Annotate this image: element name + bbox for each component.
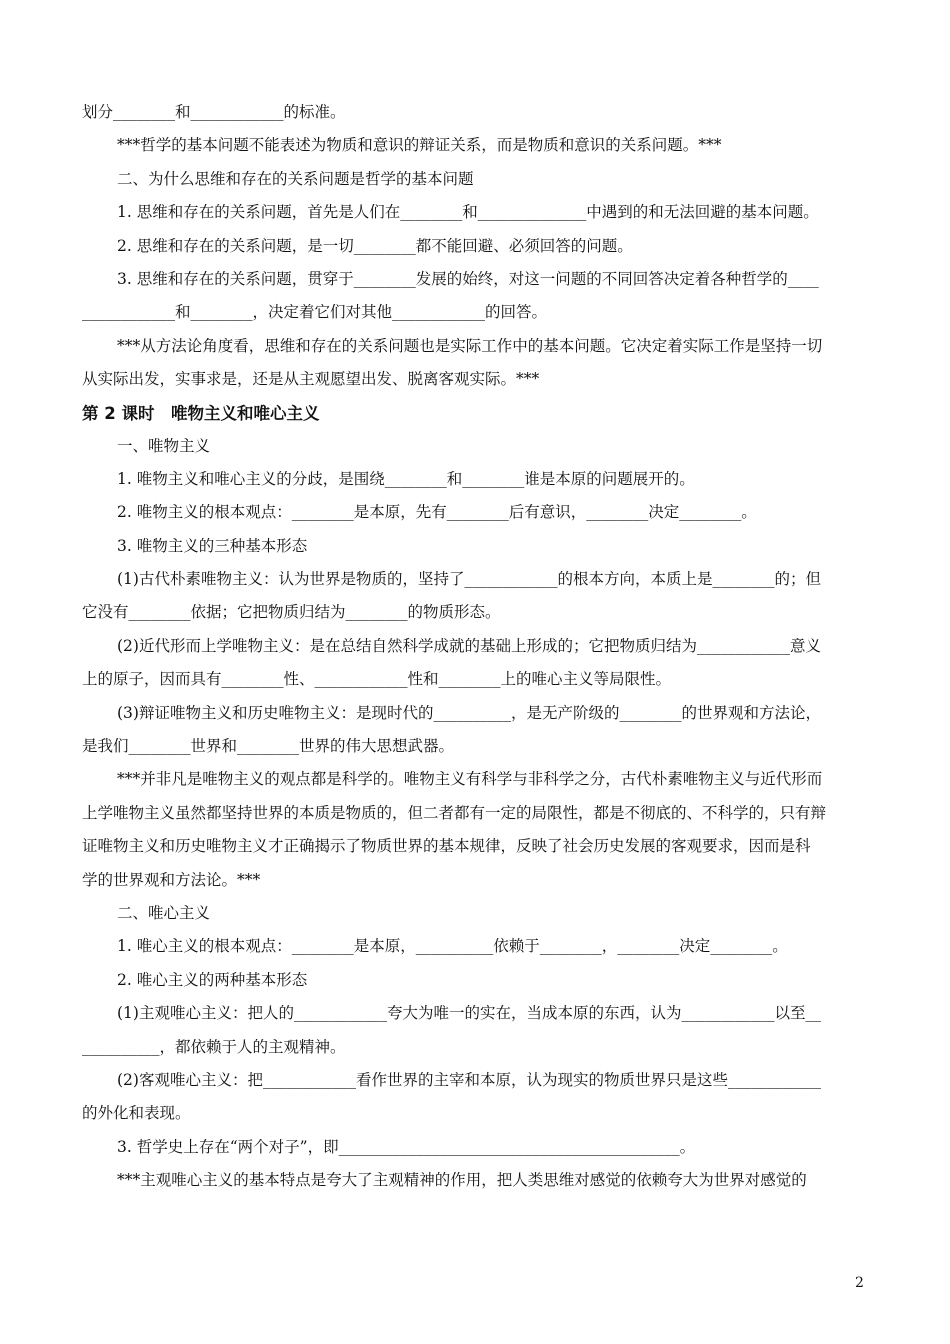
text-line: (1)古代朴素唯物主义：认为世界是物质的，坚持了____________的根本方向，本质上是________的；但 bbox=[117, 570, 821, 589]
text-line: __________，都依赖于人的主观精神。 bbox=[82, 1037, 346, 1056]
text-line: (2)近代形而上学唯物主义：是在总结自然科学成就的基础上形成的；它把物质归结为____________意义 bbox=[117, 636, 821, 655]
text-line: 3. 哲学史上存在“两个对子”，即____________________________________________。 bbox=[117, 1137, 696, 1156]
text-line: 上的原子，因而具有________性、____________性和________上的唯心主义等局限性。 bbox=[82, 670, 672, 689]
text-line: 是我们________世界和________世界的伟大思想武器。 bbox=[82, 737, 455, 756]
text-line: 1. 唯心主义的根本观点：________是本原，__________依赖于________，________决定________。 bbox=[117, 937, 788, 956]
text-line: 3. 唯物主义的三种基本形态 bbox=[117, 536, 308, 555]
text-line: 一、唯物主义 bbox=[117, 436, 211, 455]
text-line: 二、为什么思维和存在的关系问题是哲学的基本问题 bbox=[117, 169, 474, 188]
text-line: ***主观唯心主义的基本特点是夸大了主观精神的作用，把人类思维对感觉的依赖夸大为世界对感觉的 bbox=[117, 1171, 807, 1190]
section-heading: 第 2 课时 唯物主义和唯心主义 bbox=[82, 403, 320, 423]
text-line: 它没有________依据；它把物质归结为________的物质形态。 bbox=[82, 603, 501, 622]
text-line: ____________和________，决定着它们对其他____________的回答。 bbox=[82, 303, 548, 322]
text-line: 1. 思维和存在的关系问题，首先是人们在________和______________中遇到的和无法回避的基本问题。 bbox=[117, 203, 819, 222]
text-line: 从实际出发，实事求是，还是从主观愿望出发、脱离客观实际。*** bbox=[82, 370, 540, 389]
text-line: 2. 唯物主义的根本观点：________是本原，先有________后有意识，________决定________。 bbox=[117, 503, 757, 522]
text-line: (2)客观唯心主义：把____________看作世界的主宰和本原，认为现实的物质世界只是这些____________ bbox=[117, 1070, 821, 1089]
text-line: 上学唯物主义虽然都坚持世界的本质是物质的，但二者都有一定的局限性，都是不彻底的、不科学的，只有辩 bbox=[82, 803, 827, 822]
text-line: 证唯物主义和历史唯物主义才正确揭示了物质世界的基本规律，反映了社会历史发展的客观要求，因而是科 bbox=[82, 837, 811, 856]
text-line: ***并非凡是唯物主义的观点都是科学的。唯物主义有科学与非科学之分，古代朴素唯物主义与近代形而 bbox=[117, 770, 823, 789]
document-body bbox=[82, 96, 866, 1198]
text-line: ***从方法论角度看，思维和存在的关系问题也是实际工作中的基本问题。它决定着实际工作是坚持一切 bbox=[117, 336, 823, 355]
text-line: 2. 唯心主义的两种基本形态 bbox=[117, 970, 308, 989]
text-line: 划分________和____________的标准。 bbox=[82, 103, 346, 121]
text-line: ***哲学的基本问题不能表述为物质和意识的辩证关系，而是物质和意识的关系问题。*** bbox=[117, 136, 722, 155]
text-line: (3)辩证唯物主义和历史唯物主义：是现时代的__________，是无产阶级的________的世界观和方法论， bbox=[117, 703, 821, 722]
text-line: 的外化和表现。 bbox=[82, 1104, 191, 1123]
text-line: 2. 思维和存在的关系问题，是一切________都不能回避、必须回答的问题。 bbox=[117, 236, 633, 255]
text-line: (1)主观唯心主义：把人的____________夸大为唯一的实在，当成本原的东西，认为____________以至__ bbox=[117, 1004, 821, 1023]
text-line: 学的世界观和方法论。*** bbox=[82, 870, 261, 889]
text-line: 二、唯心主义 bbox=[117, 903, 211, 922]
page-number: 2 bbox=[855, 1275, 864, 1291]
text-line: 3. 思维和存在的关系问题，贯穿于________发展的始终，对这一问题的不同回答决定着各种哲学的____ bbox=[117, 269, 819, 288]
text-line: 1. 唯物主义和唯心主义的分歧，是围绕________和________谁是本原的问题展开的。 bbox=[117, 469, 695, 488]
